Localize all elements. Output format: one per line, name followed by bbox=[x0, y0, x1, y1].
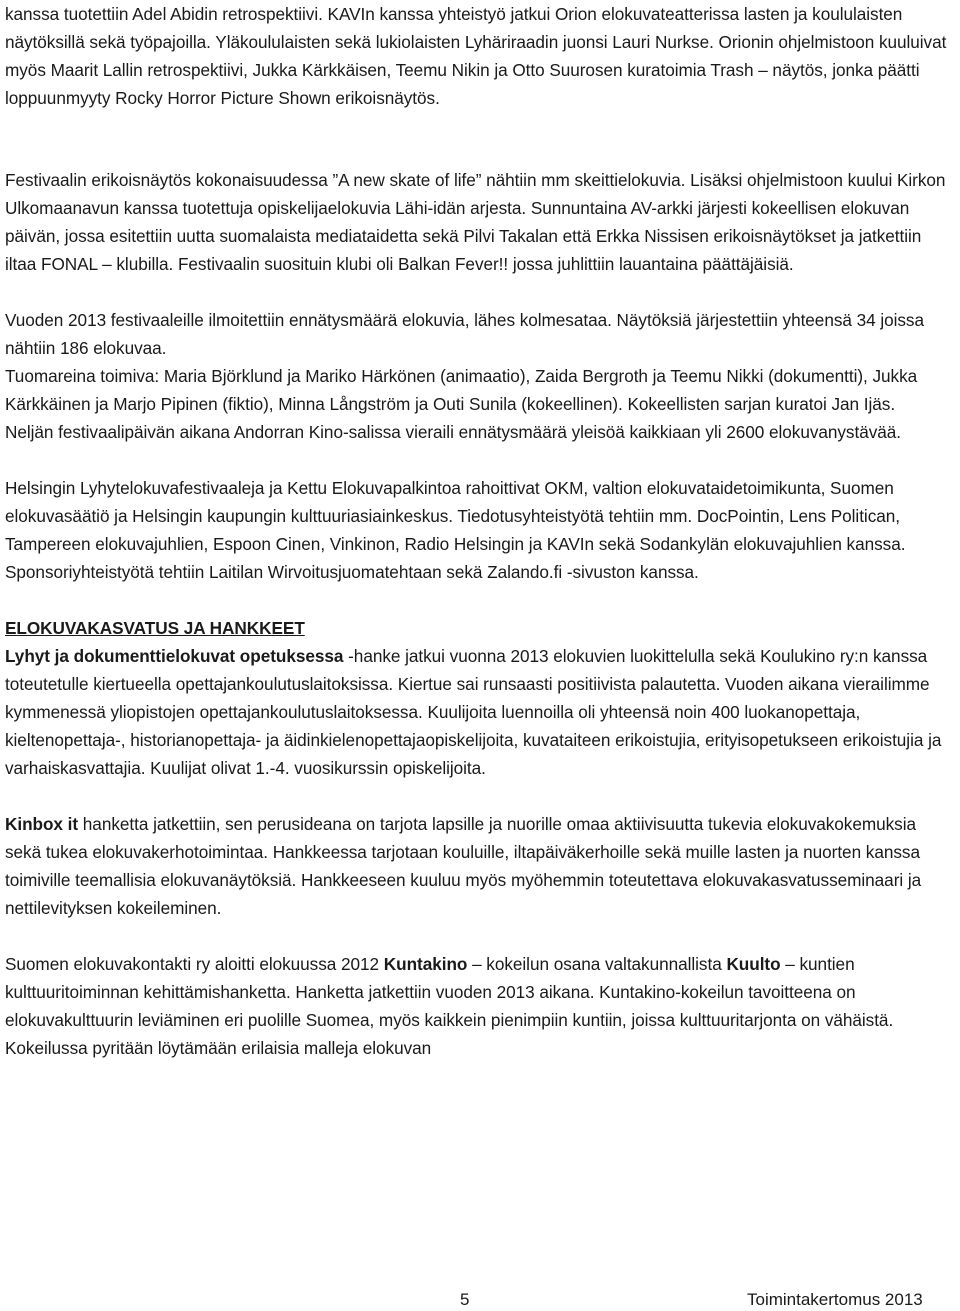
kuntakino-text-2: – kokeilun osana valtakunnallista bbox=[467, 954, 727, 974]
project-name-kuntakino: Kuntakino bbox=[383, 954, 468, 974]
project-name-lyhyt: Lyhyt ja dokumenttielokuvat opetuksessa bbox=[5, 646, 344, 666]
paragraph-intro bbox=[5, 0, 948, 112]
paragraph-kinbox bbox=[5, 810, 950, 922]
paragraph-visitors: Neljän festivaalipäivän aikana Andorran Kino-salissa vieraili ennätysmäärä yleisöä kaikkiaan yli 2600 elokuvanystävää. bbox=[5, 422, 901, 442]
project-name-kinbox: Kinbox it bbox=[5, 814, 79, 834]
project-name-kuulto: Kuulto bbox=[726, 954, 781, 974]
paragraph-kuntakino bbox=[5, 950, 950, 1062]
kuntakino-text-1: Suomen elokuvakontakti ry aloitti elokuussa 2012 bbox=[5, 954, 384, 974]
paragraph-lyhyt-text: -hanke jatkui vuonna 2013 elokuvien luokittelulla sekä Koulukino ry:n kanssa toteutetulle kiertueella opettajankoulutuslaitoksissa. Kiertue sai runsaasti positiivista palautetta. Vuoden aikana vierailimme kymmenessä yliopistojen opettajankoulutuslaitoksessa. Kuulijoita luennoilla oli yhteensä noin 400 luokanopettaja, kieltenopettaja-, historianopettaja- ja äidinkielenopettajaopiskelijoita, kuvataiteen erikoistujia, erityisopetukseen erikoistujia ja varhaiskasvattajia. Kuulijat olivat 1.-4. vuosikurssin opiskelijoita. bbox=[5, 646, 942, 778]
section-heading: ELOKUVAKASVATUS JA HANKKEET bbox=[5, 618, 305, 638]
paragraph-festival: Festivaalin erikoisnäytös kokonaisuudessa ”A new skate of life” nähtiin mm skeittielokuvia. Lisäksi ohjelmistoon kuului Kirkon Ulkomaanavun kanssa tuotettuja opiskelijaelokuvia Lähi-idän arjesta. Sunnuntaina AV-arkki järjesti kokeellisen elokuvan päivän, jossa esitettiin uutta suomalaista mediataidetta sekä Pilvi Takalan että Erkka Nissisen erikoisnäytökset ja jatkettiin iltaa FONAL – klubilla. Festivaalin suosituin klubi oli Balkan Fever!! jossa juhlittiin lauantaina päättäjäisiä. bbox=[5, 170, 946, 274]
kuntakino-text-3: – kuntien kulttuuritoiminnan kehittämishanketta. Hanketta jatkettiin vuoden 2013 aikana. Kuntakino-kokeilun tavoitteena on elokuvakulttuurin leviäminen eri puolille Suomea, myös kaikkein pienimpiin kuntiin, joissa kulttuuritarjonta on vähäistä. Kokeilussa pyritään löytämään erilaisia malleja elokuvan bbox=[5, 954, 894, 1058]
page-number: 5 bbox=[460, 1290, 470, 1309]
report-title: Toimintakertomus 2013 bbox=[747, 1290, 923, 1309]
page-footer bbox=[0, 1290, 960, 1311]
paragraph-funding: Helsingin Lyhytelokuvafestivaaleja ja Kettu Elokuvapalkintoa rahoittivat OKM, valtion elokuvataidetoimikunta, Suomen elokuvasäätiö ja Helsingin kaupungin kulttuuriasiainkeskus. Tiedotusyhteistyötä tehtiin mm. DocPointin, Lens Politican, Tampereen elokuvajuhlien, Espoon Cinen, Vinkinon, Radio Helsingin ja KAVIn sekä Sodankylän elokuvajuhlien kanssa. Sponsoriyhteistyötä tehtiin Laitilan Wirvoitusjuomatehtaan sekä Zalando.fi -sivuston kanssa. bbox=[5, 478, 906, 582]
paragraph-intro-text: kanssa tuotettiin Adel Abidin retrospektiivi. KAVIn kanssa yhteistyö jatkui Orion elokuvateatterissa lasten ja koululaisten näytöksillä sekä työpajoilla. Yläkoululaisten sekä lukiolaisten Lyhäriraadin juonsi Lauri Nurkse. Orionin ohjelmistoon kuuluivat myös Maarit Lallin retrospektiivi, Jukka Kärkkäisen, Teemu Nikin ja Otto Suurosen kuratoimia Trash – näytös, jonka päätti loppuunmyyty Rocky Horror Picture Shown erikoisnäytös. bbox=[5, 4, 947, 108]
paragraph-2013: Vuoden 2013 festivaaleille ilmoitettiin ennätysmäärä elokuvia, lähes kolmesataa. Näytöksiä järjestettiin yhteensä 34 joissa nähtiin 186 elokuvaa. bbox=[5, 310, 924, 358]
paragraph-kinbox-text: hanketta jatkettiin, sen perusideana on tarjota lapsille ja nuorille omaa aktiivisuutta tukevia elokuvakokemuksia sekä tukea elokuvakerhotoimintaa. Hankkeessa tarjotaan kouluille, iltapäiväkerhoille sekä muille lasten ja nuorten kanssa toimiville teemallisia elokuvanäytöksiä. Hankkeeseen kuuluu myös myöhemmin toteutettava elokuvakasvatusseminaari ja nettilevityksen kokeileminen. bbox=[5, 814, 922, 918]
paragraph-judges: Tuomareina toimiva: Maria Björklund ja Mariko Härkönen (animaatio), Zaida Bergroth ja Teemu Nikki (dokumentti), Jukka Kärkkäinen ja Marjo Pipinen (fiktio), Minna Långström ja Outi Sunila (kokeellinen). Kokeellisten sarjan kuratoi Jan Ijäs. bbox=[5, 366, 918, 414]
paragraph-lyhyt bbox=[5, 642, 950, 782]
document-body bbox=[5, 166, 950, 1062]
